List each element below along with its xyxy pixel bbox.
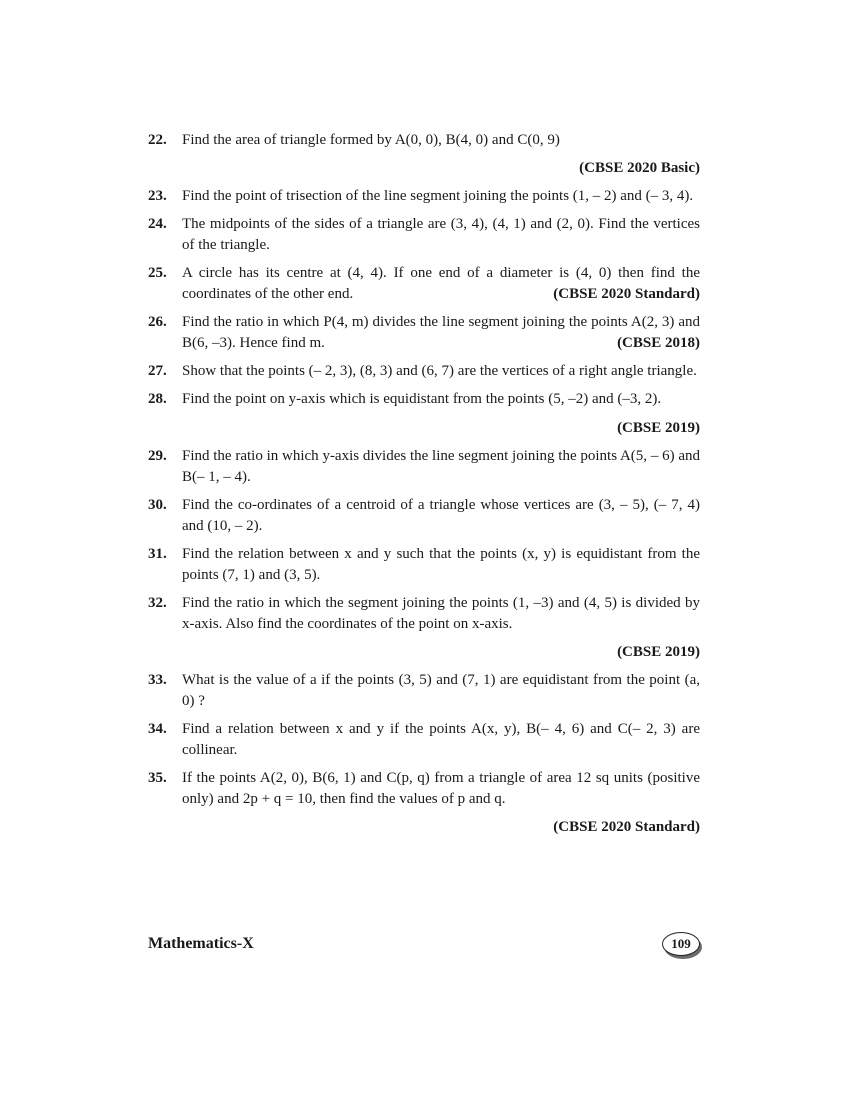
question-text: What is the value of a if the points (3, 5) and (7, 1) are equidistant from the point (a, 0) ? — [182, 672, 700, 709]
question-number: 23. — [148, 188, 167, 204]
question-text-block — [182, 312, 700, 354]
question-text: Find a relation between x and y if the points A(x, y), B(– 4, 6) and C(– 2, 3) are collinear. — [182, 721, 700, 758]
question-number: 28. — [148, 391, 167, 407]
question-24 — [148, 214, 700, 256]
question-text: If the points A(2, 0), B(6, 1) and C(p, q) from a triangle of area 12 sq units (positive only) and 2p + q = 10, then find the values of p and q. — [182, 770, 700, 807]
question-35 — [148, 768, 700, 810]
question-32 — [148, 593, 700, 635]
question-26 — [148, 312, 700, 354]
question-number: 26. — [148, 314, 167, 330]
question-text: The midpoints of the sides of a triangle are (3, 4), (4, 1) and (2, 0). Find the vertices of the triangle. — [182, 216, 700, 253]
question-text: Find the point on y-axis which is equidistant from the points (5, –2) and (–3, 2). — [182, 391, 662, 407]
question-number: 24. — [148, 216, 167, 232]
question-23 — [148, 186, 700, 207]
question-text: Show that the points (– 2, 3), (8, 3) and (6, 7) are the vertices of a right angle triangle. — [182, 363, 697, 379]
question-text: Find the ratio in which P(4, m) divides the line segment joining the points A(2, 3) and B(6, –3). Hence find m. — [182, 314, 700, 351]
question-30 — [148, 495, 700, 537]
question-text: Find the ratio in which y-axis divides the line segment joining the points A(5, – 6) and B(– 1, – 4). — [182, 448, 700, 485]
question-text: Find the relation between x and y such that the points (x, y) is equidistant from the points (7, 1) and (3, 5). — [182, 546, 700, 583]
question-text: Find the co-ordinates of a centroid of a triangle whose vertices are (3, – 5), (– 7, 4) and (10, – 2). — [182, 497, 700, 534]
source-tag: (CBSE 2019) — [617, 644, 700, 660]
question-text: A circle has its centre at (4, 4). If one end of a diameter is (4, 0) then find the coordinates of the other end. — [182, 265, 700, 302]
question-25 — [148, 263, 700, 305]
question-number: 25. — [148, 265, 167, 281]
question-text: Find the point of trisection of the line segment joining the points (1, – 2) and (– 3, 4). — [182, 188, 694, 204]
question-number: 30. — [148, 497, 167, 513]
question-31 — [148, 544, 700, 586]
question-text: Find the ratio in which the segment joining the points (1, –3) and (4, 5) is divided by x-axis. Also find the coordinates of the point on x-axis. — [182, 595, 700, 632]
source-tag: (CBSE 2020 Standard) — [553, 819, 700, 835]
question-number: 31. — [148, 546, 167, 562]
question-29 — [148, 446, 700, 488]
page-number: 109 — [662, 932, 700, 956]
source-tag: (CBSE 2020 Basic) — [579, 160, 700, 176]
question-27 — [148, 361, 700, 382]
question-number: 32. — [148, 595, 167, 611]
question-text: Find the area of triangle formed by A(0, 0), B(4, 0) and C(0, 9) — [182, 132, 560, 148]
question-text-block — [182, 263, 700, 305]
question-list — [148, 130, 700, 845]
source-tag: (CBSE 2018) — [617, 335, 700, 351]
question-number: 27. — [148, 363, 167, 379]
question-33 — [148, 670, 700, 712]
question-22 — [148, 130, 700, 151]
question-number: 33. — [148, 672, 167, 688]
question-number: 35. — [148, 770, 167, 786]
question-number: 29. — [148, 448, 167, 464]
source-tag: (CBSE 2020 Standard) — [553, 286, 700, 302]
page-footer — [148, 932, 700, 962]
question-number: 22. — [148, 132, 167, 148]
question-28 — [148, 389, 700, 410]
question-34 — [148, 719, 700, 761]
question-number: 34. — [148, 721, 167, 737]
book-title: Mathematics-X — [148, 935, 254, 952]
source-tag: (CBSE 2019) — [617, 420, 700, 436]
